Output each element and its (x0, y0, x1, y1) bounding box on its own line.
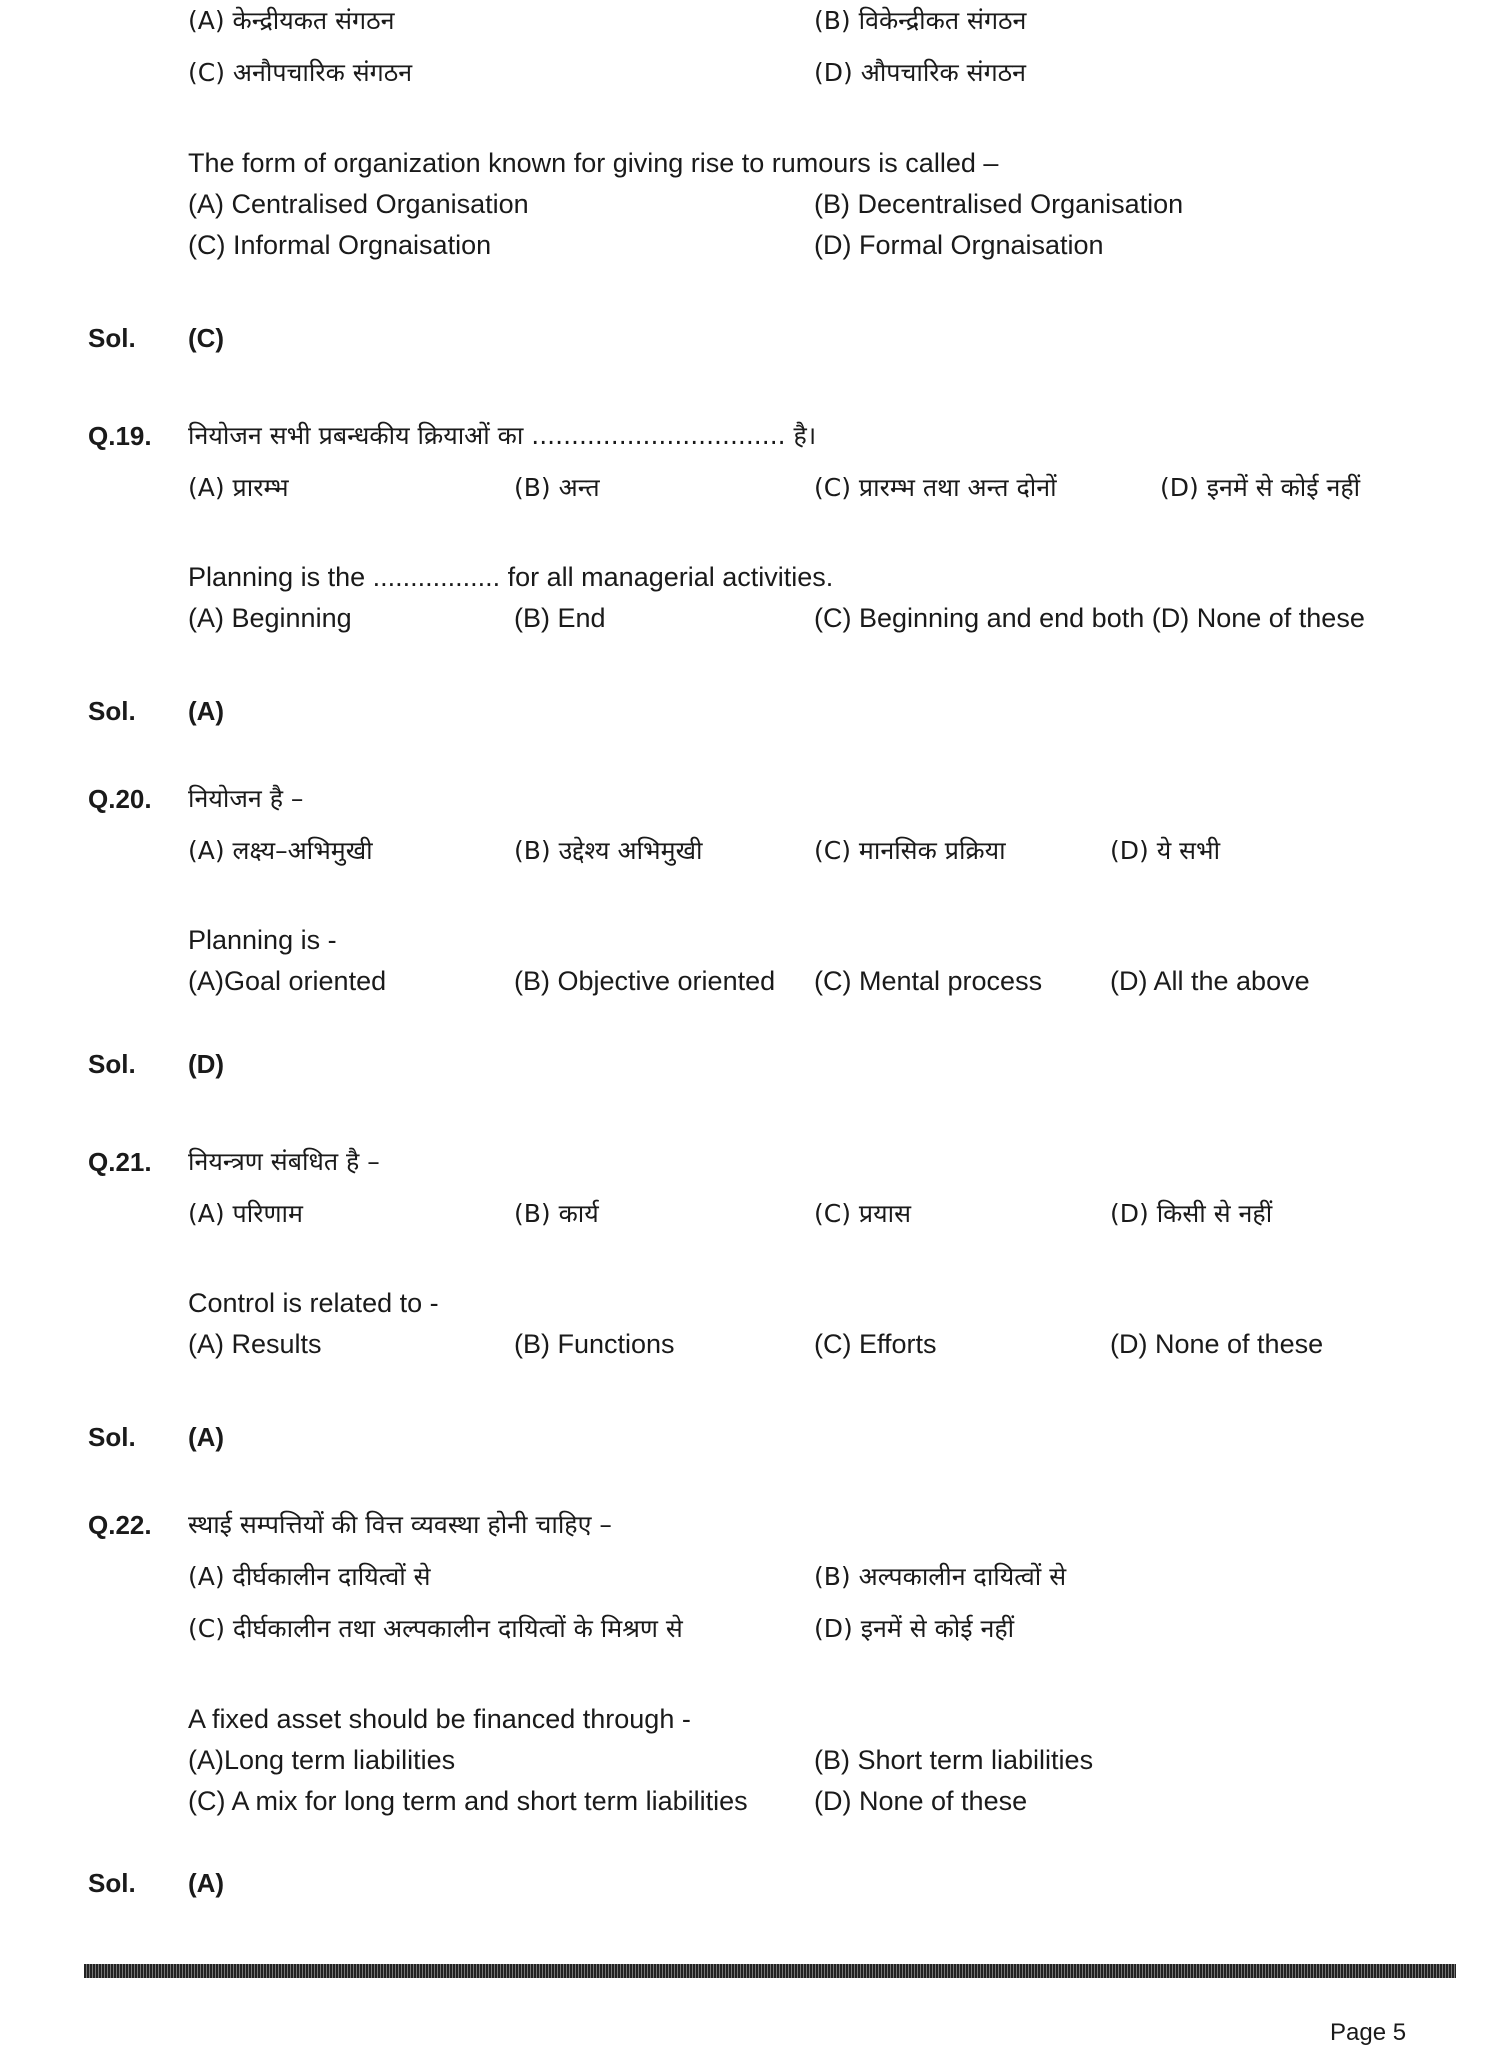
q21-sol-answer: (A) (188, 1422, 225, 1452)
q20-hi-option-a: (A) लक्ष्य–अभिमुखी (188, 836, 373, 865)
q22-number: Q.22. (88, 1510, 152, 1540)
q18-en-option-a: (A) Centralised Organisation (188, 189, 529, 219)
q20-hi-option-c: (C) मानसिक प्रक्रिया (814, 836, 1006, 865)
q22-hi-option-a: (A) दीर्घकालीन दायित्वों से (188, 1562, 431, 1591)
footer-divider (84, 1964, 1456, 1978)
q18-hi-option-a: (A) केन्द्रीयकत संगठन (188, 6, 395, 35)
q20-en-option-b: (B) Objective oriented (514, 966, 776, 996)
q21-hi-question: नियन्त्रण संबधित है – (188, 1147, 380, 1176)
q20-hi-option-d: (D) ये सभी (1110, 836, 1221, 865)
q18-hi-option-d: (D) औपचारिक संगठन (814, 58, 1027, 87)
q19-hi-option-c: (C) प्रारम्भ तथा अन्त दोनों (814, 473, 1057, 502)
q19-hi-option-b: (B) अन्त (514, 473, 600, 502)
q21-sol-label: Sol. (88, 1422, 136, 1452)
q18-sol-label: Sol. (88, 323, 136, 353)
q22-en-question: A fixed asset should be financed through - (188, 1704, 691, 1734)
q18-en-option-c: (C) Informal Orgnaisation (188, 230, 492, 260)
q20-en-option-c: (C) Mental process (814, 966, 1043, 996)
q21-hi-option-d: (D) किसी से नहीं (1110, 1199, 1273, 1228)
q19-en-question: Planning is the ................. for all managerial activities. (188, 562, 834, 592)
q19-number: Q.19. (88, 421, 152, 451)
q19-en-option-c-d: (C) Beginning and end both (D) None of these (814, 603, 1365, 633)
q19-hi-question: नियोजन सभी प्रबन्धकीय क्रियाओं का ................................ है। (188, 421, 817, 450)
q22-sol-label: Sol. (88, 1868, 136, 1898)
q21-en-option-d: (D) None of these (1110, 1329, 1324, 1359)
q19-en-option-a: (A) Beginning (188, 603, 352, 633)
q22-en-option-a: (A)Long term liabilities (188, 1745, 456, 1775)
q20-sol-answer: (D) (188, 1049, 225, 1079)
q21-number: Q.21. (88, 1147, 152, 1177)
q18-en-option-b: (B) Decentralised Organisation (814, 189, 1184, 219)
q21-en-question: Control is related to - (188, 1288, 439, 1318)
q18-sol-answer: (C) (188, 323, 225, 353)
q22-hi-option-b: (B) अल्पकालीन दायित्वों से (814, 1562, 1067, 1591)
q20-en-option-d: (D) All the above (1110, 966, 1310, 996)
q20-number: Q.20. (88, 784, 152, 814)
q21-en-option-b: (B) Functions (514, 1329, 675, 1359)
q21-en-option-c: (C) Efforts (814, 1329, 937, 1359)
q18-hi-option-c: (C) अनौपचारिक संगठन (188, 58, 413, 87)
q22-en-option-d: (D) None of these (814, 1786, 1028, 1816)
q21-hi-option-c: (C) प्रयास (814, 1199, 912, 1228)
q19-sol-answer: (A) (188, 696, 225, 726)
q22-hi-option-c: (C) दीर्घकालीन तथा अल्पकालीन दायित्वों के मिश्रण से (188, 1614, 683, 1643)
q22-hi-question: स्थाई सम्पत्तियों की वित्त व्यवस्था होनी चाहिए – (188, 1510, 612, 1539)
q20-sol-label: Sol. (88, 1049, 136, 1079)
q22-en-option-c: (C) A mix for long term and short term liabilities (188, 1786, 748, 1816)
q22-hi-option-d: (D) इनमें से कोई नहीं (814, 1614, 1015, 1643)
q20-hi-option-b: (B) उद्देश्य अभिमुखी (514, 836, 703, 865)
q18-en-question: The form of organization known for giving rise to rumours is called – (188, 148, 999, 178)
page-number: Page 5 (1330, 2019, 1407, 2046)
q20-en-question: Planning is - (188, 925, 337, 955)
q21-en-option-a: (A) Results (188, 1329, 322, 1359)
q19-hi-option-d: (D) इनमें से कोई नहीं (1160, 473, 1361, 502)
q19-hi-option-a: (A) प्रारम्भ (188, 473, 289, 502)
q19-sol-label: Sol. (88, 696, 136, 726)
q21-hi-option-a: (A) परिणाम (188, 1199, 303, 1228)
q18-hi-option-b: (B) विकेन्द्रीकत संगठन (814, 6, 1027, 35)
q20-en-option-a: (A)Goal oriented (188, 966, 387, 996)
q22-en-option-b: (B) Short term liabilities (814, 1745, 1094, 1775)
q19-en-option-b: (B) End (514, 603, 606, 633)
q21-hi-option-b: (B) कार्य (514, 1199, 599, 1228)
q20-hi-question: नियोजन है – (188, 784, 304, 813)
q22-sol-answer: (A) (188, 1868, 225, 1898)
q18-en-option-d: (D) Formal Orgnaisation (814, 230, 1104, 260)
